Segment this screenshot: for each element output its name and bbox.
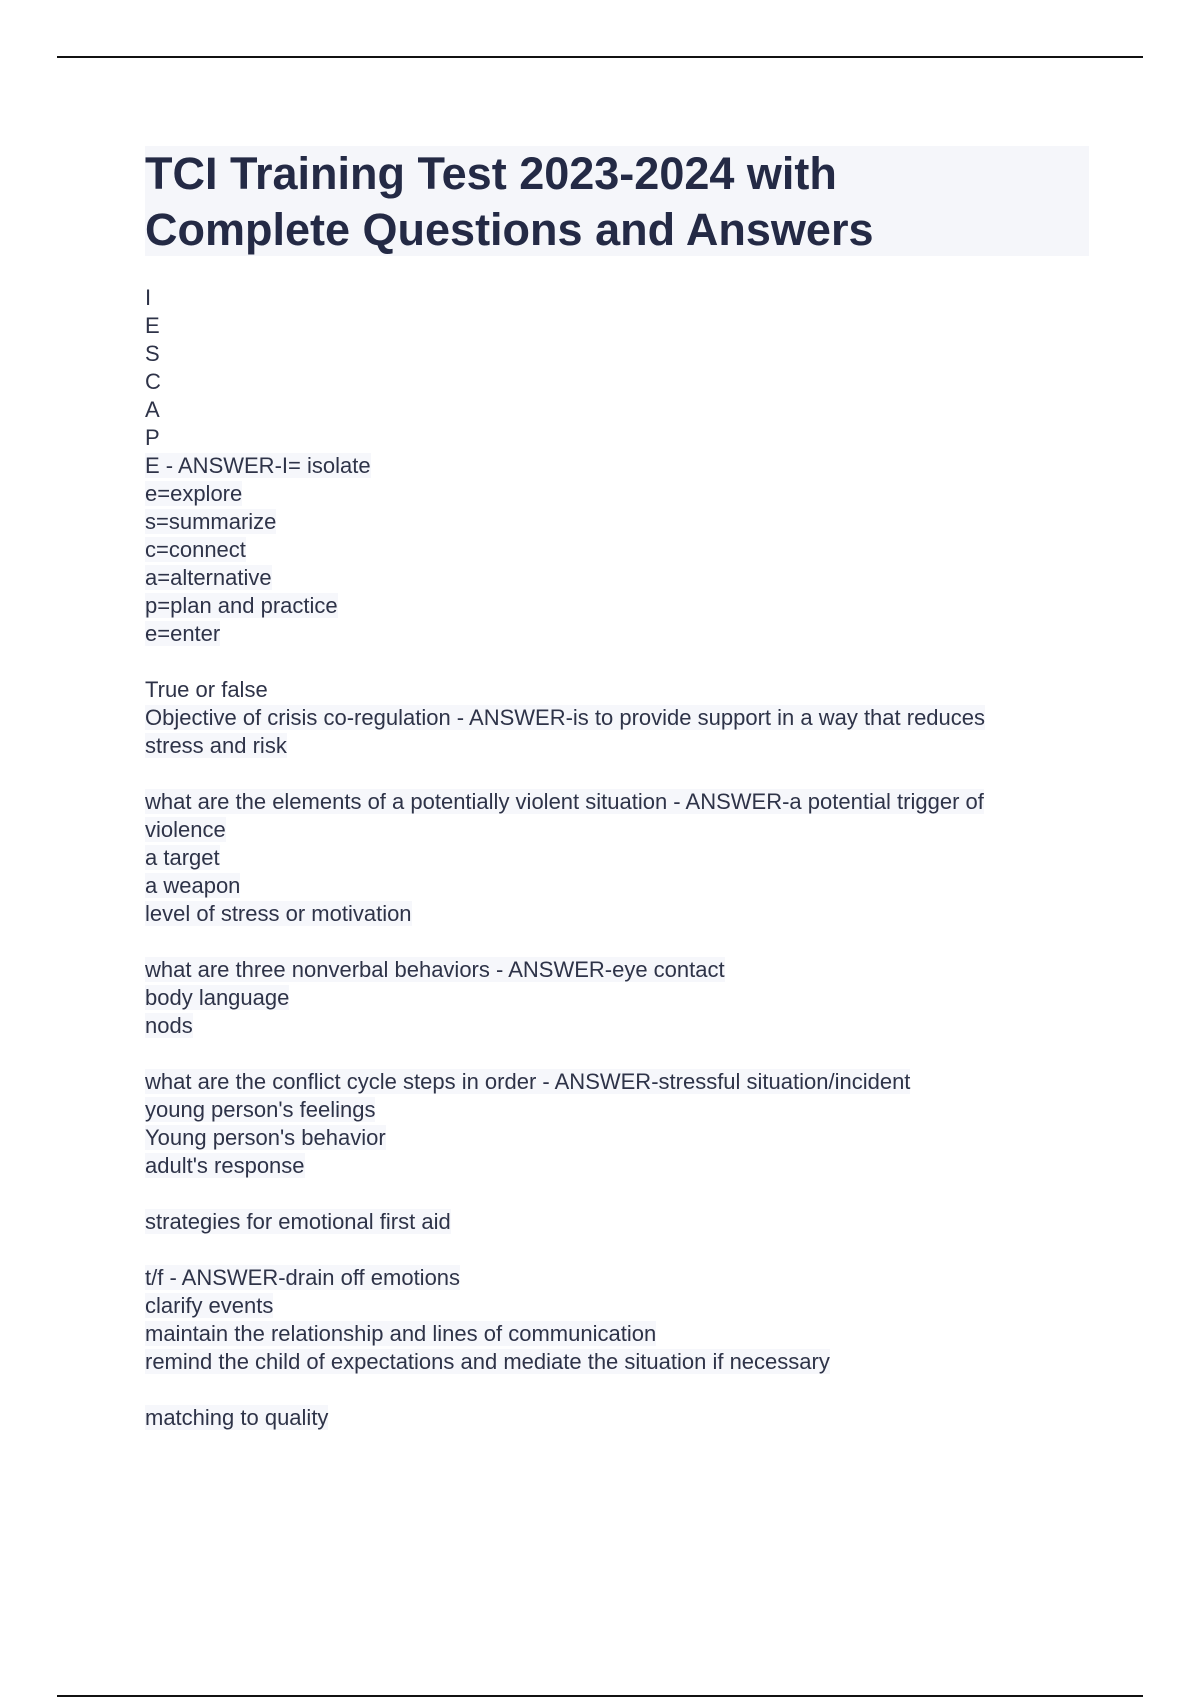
- text-line: clarify events: [145, 1293, 274, 1318]
- text-line: A: [145, 397, 160, 422]
- text-line: P: [145, 425, 160, 450]
- text-line: matching to quality: [145, 1405, 329, 1430]
- text-line: I: [145, 285, 152, 310]
- qa-block-conflict-cycle: [145, 1068, 1105, 1180]
- text-line: a weapon: [145, 873, 241, 898]
- text-line: Objective of crisis co-regulation - ANSWER-is to provide support in a way that reduces: [145, 705, 986, 730]
- text-line: level of stress or motivation: [145, 901, 412, 926]
- qa-block-co-regulation: [145, 676, 1105, 760]
- text-line: p=plan and practice: [145, 593, 338, 618]
- text-line: c=connect: [145, 537, 246, 562]
- text-line: strategies for emotional first aid: [145, 1209, 451, 1234]
- page-top-rule: [57, 56, 1143, 58]
- text-line: what are the conflict cycle steps in order - ANSWER-stressful situation/incident: [145, 1069, 911, 1094]
- document-title: [145, 146, 1089, 256]
- text-line: e=explore: [145, 481, 243, 506]
- paragraph-gap: [145, 1180, 1105, 1208]
- text-line: s=summarize: [145, 509, 277, 534]
- text-line: maintain the relationship and lines of communication: [145, 1321, 657, 1346]
- title-line-2: Complete Questions and Answers: [145, 204, 874, 255]
- text-line: nods: [145, 1013, 193, 1038]
- text-line: what are the elements of a potentially violent situation - ANSWER-a potential trigger of: [145, 789, 984, 814]
- text-line: True or false: [145, 677, 268, 702]
- text-line: young person's feelings: [145, 1097, 376, 1122]
- text-line: C: [145, 369, 161, 394]
- qa-block-emotional-first-aid: [145, 1208, 1105, 1236]
- text-line: e=enter: [145, 621, 221, 646]
- text-line: t/f - ANSWER-drain off emotions: [145, 1265, 461, 1290]
- qa-block-tf-drain-emotions: [145, 1264, 1105, 1376]
- paragraph-gap: [145, 1236, 1105, 1264]
- paragraph-gap: [145, 760, 1105, 788]
- title-line-1: TCI Training Test 2023-2024 with: [145, 148, 837, 199]
- text-line: stress and risk: [145, 733, 287, 758]
- text-line: violence: [145, 817, 226, 842]
- text-line: a target: [145, 845, 220, 870]
- paragraph-gap: [145, 648, 1105, 676]
- text-line: adult's response: [145, 1153, 305, 1178]
- text-line: E - ANSWER-I= isolate: [145, 453, 371, 478]
- text-line: a=alternative: [145, 565, 272, 590]
- text-line: remind the child of expectations and mediate the situation if necessary: [145, 1349, 830, 1374]
- text-line: S: [145, 341, 160, 366]
- text-line: Young person's behavior: [145, 1125, 386, 1150]
- text-line: E: [145, 313, 160, 338]
- text-line: body language: [145, 985, 290, 1010]
- paragraph-gap: [145, 1040, 1105, 1068]
- document-body: [145, 284, 1105, 1432]
- text-line: what are three nonverbal behaviors - ANSWER-eye contact: [145, 957, 725, 982]
- page-bottom-rule: [57, 1695, 1143, 1697]
- qa-block-escape: [145, 284, 1105, 648]
- qa-block-matching-quality: [145, 1404, 1105, 1432]
- paragraph-gap: [145, 1376, 1105, 1404]
- qa-block-violent-situation: [145, 788, 1105, 928]
- paragraph-gap: [145, 928, 1105, 956]
- qa-block-nonverbal: [145, 956, 1105, 1040]
